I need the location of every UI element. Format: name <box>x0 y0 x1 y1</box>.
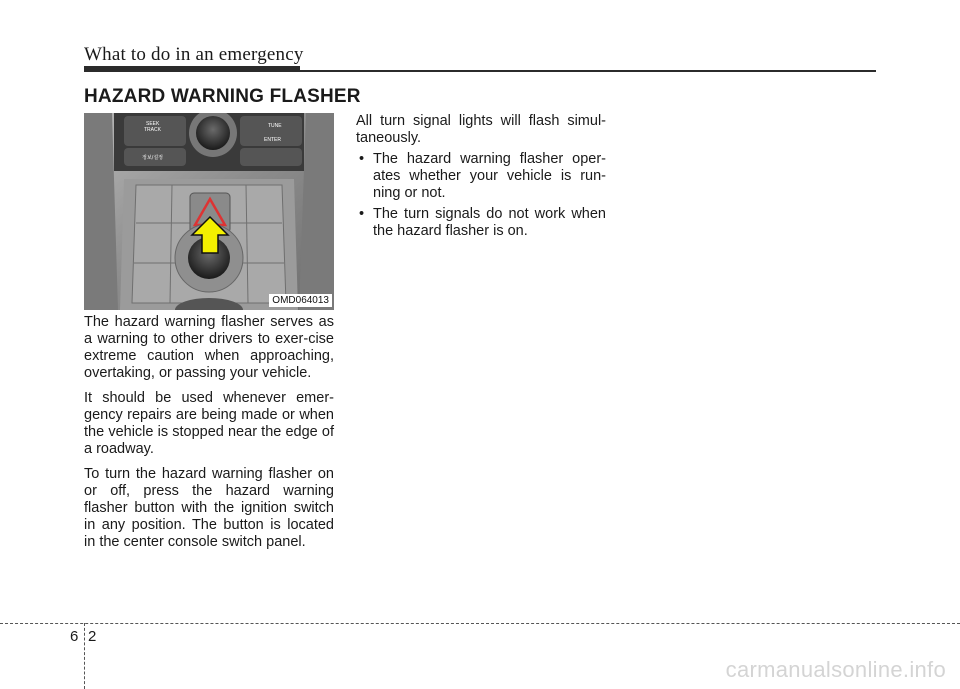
paragraph: To turn the hazard warning flasher on or off, press the hazard warning flasher button with the ignition switch in any position. The button is located in the center console switch panel. <box>84 466 334 550</box>
console-illustration <box>84 113 334 310</box>
list-item: • The hazard warning flasher oper-ates whether your vehicle is run-ning or not. <box>356 151 606 202</box>
header-title: What to do in an emergency <box>84 44 304 65</box>
left-column <box>84 314 334 559</box>
console-figure <box>84 113 334 310</box>
page-number: 2 <box>88 628 97 645</box>
section-title: HAZARD WARNING FLASHER <box>84 86 361 107</box>
paragraph: The hazard warning flasher serves as a warning to other drivers to exer-cise extreme caution when approaching, overtaking, or passing your vehicle. <box>84 314 334 381</box>
bullet-list <box>356 151 606 240</box>
watermark: carmanualsonline.info <box>725 657 946 682</box>
right-column <box>356 113 606 244</box>
list-item: • The turn signals do not work when the hazard flasher is on. <box>356 206 606 240</box>
header-rule-thin <box>84 70 876 72</box>
footer-divider <box>84 623 85 689</box>
footer-rule <box>0 623 960 624</box>
chapter-number: 6 <box>70 628 79 645</box>
intro-paragraph: All turn signal lights will flash simul-taneously. <box>356 113 606 146</box>
figure-code: OMD064013 <box>269 294 332 307</box>
track-label: TRACK <box>144 127 161 133</box>
info-setup-label: 정보/설정 <box>142 155 164 161</box>
tune-label: TUNE <box>268 123 282 129</box>
paragraph: It should be used whenever emer-gency repairs are being made or when the vehicle is stopped near the edge of a roadway. <box>84 390 334 457</box>
seek-label: SEEK <box>146 121 160 127</box>
enter-label: ENTER <box>264 137 281 143</box>
